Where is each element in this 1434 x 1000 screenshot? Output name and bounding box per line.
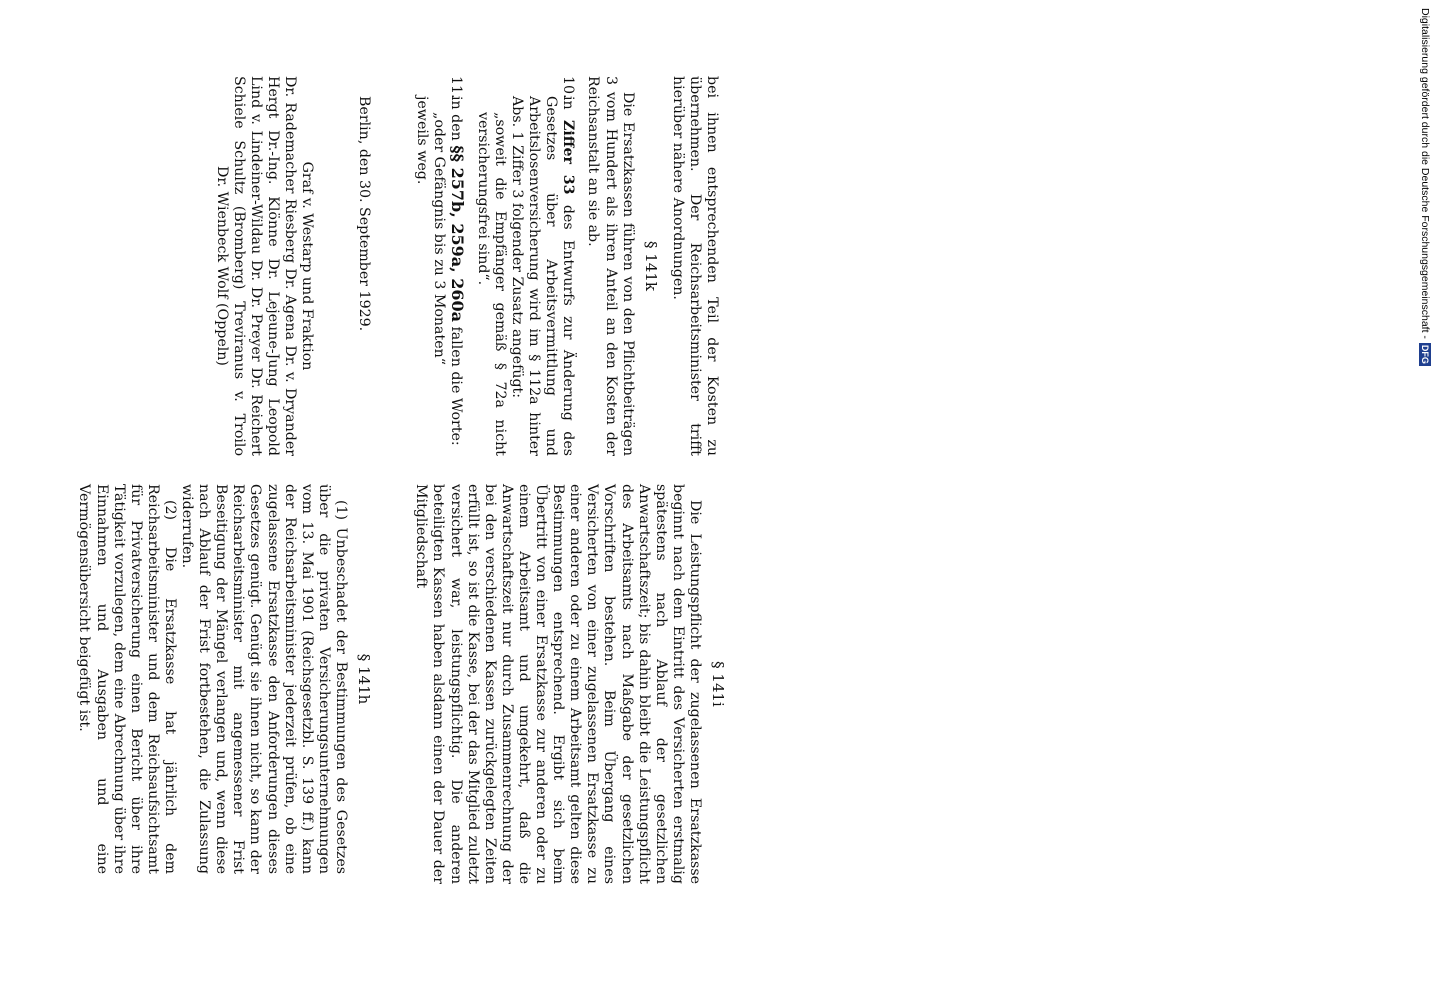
item-11-text-a: in den — [447, 96, 464, 146]
continuation-paragraph: bei ihnen entsprechenden Teil der Kosten zu übernehmen. Der Reichsarbeitsminister trifft hierüber nähere Anordnungen. — [669, 76, 720, 456]
signature-line-5: Dr. Wienbeck Wolf (Oppeln) — [213, 166, 230, 366]
column-a2 — [413, 484, 727, 884]
item-10-text-a: in — [560, 96, 577, 121]
dfg-logo: DFG — [1419, 344, 1430, 364]
footer — [1414, 8, 1434, 398]
paragraph-141k: Die Ersatzkassen führen von den Pflichtbeiträgen 3 vom Hundert als ihren Anteil an den Kosten der Reichsanstalt an sie ab. — [585, 76, 636, 456]
footer-text: Digitalisierung gefördert durch die Deutsche Forschungsgemeinschaft - — [1419, 8, 1431, 339]
paragraph-141h-1: (1) Unbeschadet der Bestimmungen des Gesetzes über die privaten Versicherungsunternehmungen vom 13. Mai 1901 (Reichsgesetzbl. S. 139 ff.) kann der Reichsarbeitsminister jederzeit prüfen, ob eine zugelassene Ersatzkasse den Anforderungen dieses Gesetzes genügt. Genügt sie ihnen nicht, so kann der Reichsarbeitsminister mit angemessener Frist Beseitigung der Mängel verlangen und, wenn diese nach Ablauf der Frist fortbestehen, die Zulassung widerrufen. — [179, 484, 349, 874]
signature-line-2: Hergt Dr.-Ing. Klönne Dr. Lejeune-Jung Leopold — [265, 76, 282, 456]
item-11-tail: jeweils weg. — [413, 96, 430, 185]
item-11-quote: „oder Gefängnis bis zu 3 Monaten“ — [430, 112, 447, 366]
right-text-block — [80, 76, 720, 456]
item-10-bold: Ziffer 33 — [560, 120, 577, 195]
item-10-text-b: des Entwurfs zur Änderung des Gesetzes über Arbeitsvermittlung und Arbeitslosenversicherung wird im § 112a hinter Abs. 1 Ziffer 3 folgender Zusatz angefügt: — [509, 96, 577, 456]
signature-line-1: Dr. Rademacher Riesberg Dr. Agena Dr. v. Dryander — [282, 76, 299, 456]
date-line: Berlin, den 30. September 1929. — [356, 96, 373, 332]
item-11-number: 11. — [447, 76, 464, 99]
column-a — [76, 484, 373, 874]
item-10-quote: „soweit die Empfänger gemäß § 72a nicht versicherungsfrei sind“. — [474, 112, 508, 456]
heading-141h: § 141h — [355, 653, 373, 705]
footer-text-wrap — [1414, 8, 1434, 398]
item-11-bold: §§ 257b, 259a, 260a — [447, 145, 467, 323]
item-11 — [447, 76, 466, 456]
heading-141i: § 141i — [709, 661, 727, 707]
signature-line-3: Lind v. Lindeiner-Wildau Dr. Dr. Preyer Dr. Reichert — [248, 76, 265, 456]
signature-line-4: Schiele Schultz (Bromberg) Treviranus v. Troilo — [231, 76, 248, 456]
paragraph-141h-2: (2) Die Ersatzkasse hat jährlich dem Reichsarbeitsminister und dem Reichsaufsichtsamt für Privatversicherung einen Bericht über ihre Tätigkeit vorzulegen, dem eine Abrechnung über ihre Einnahmen und Ausgaben und eine Vermögensübersicht beigefügt ist. — [76, 484, 178, 874]
item-10 — [508, 76, 576, 456]
signature-heading: Graf v. Westarp und Fraktion — [299, 161, 316, 371]
heading-141k: § 141k — [641, 241, 660, 291]
item-10-number: 10. — [560, 76, 577, 99]
paragraph-141i-1: Die Leistungspflicht der zugelassenen Ersatzkasse beginnt nach dem Eintritt des Versicherten erstmalig spätestens nach Ablauf der gesetzlichen Anwartschaftszeit; bis dahin bleibt die Leistungspflicht des Arbeitsamts nach Maßgabe der gesetzlichen Vorschriften bestehen. Beim Übergang eines Versicherten von einer zugelassenen Ersatzkasse zu einer anderen oder zu einem Arbeitsamt gelten diese Bestimmungen entsprechend. Ergibt sich beim Übertritt von einer Ersatzkasse zur anderen oder zu einem Arbeitsamt und umgekehrt, daß die Anwartschaftszeit nur durch Zusammenrechnung der bei den verschiedenen Kassen zurückgelegten Zeiten erfüllt ist, so ist die Kasse, bei der das Mitglied zuletzt versichert war, leistungspflichtig. Die anderen beteiligten Kassen haben alsdann einen der Dauer der Mitgliedschaft — [413, 484, 703, 884]
item-11-text-b: fallen die Worte: — [447, 322, 464, 446]
